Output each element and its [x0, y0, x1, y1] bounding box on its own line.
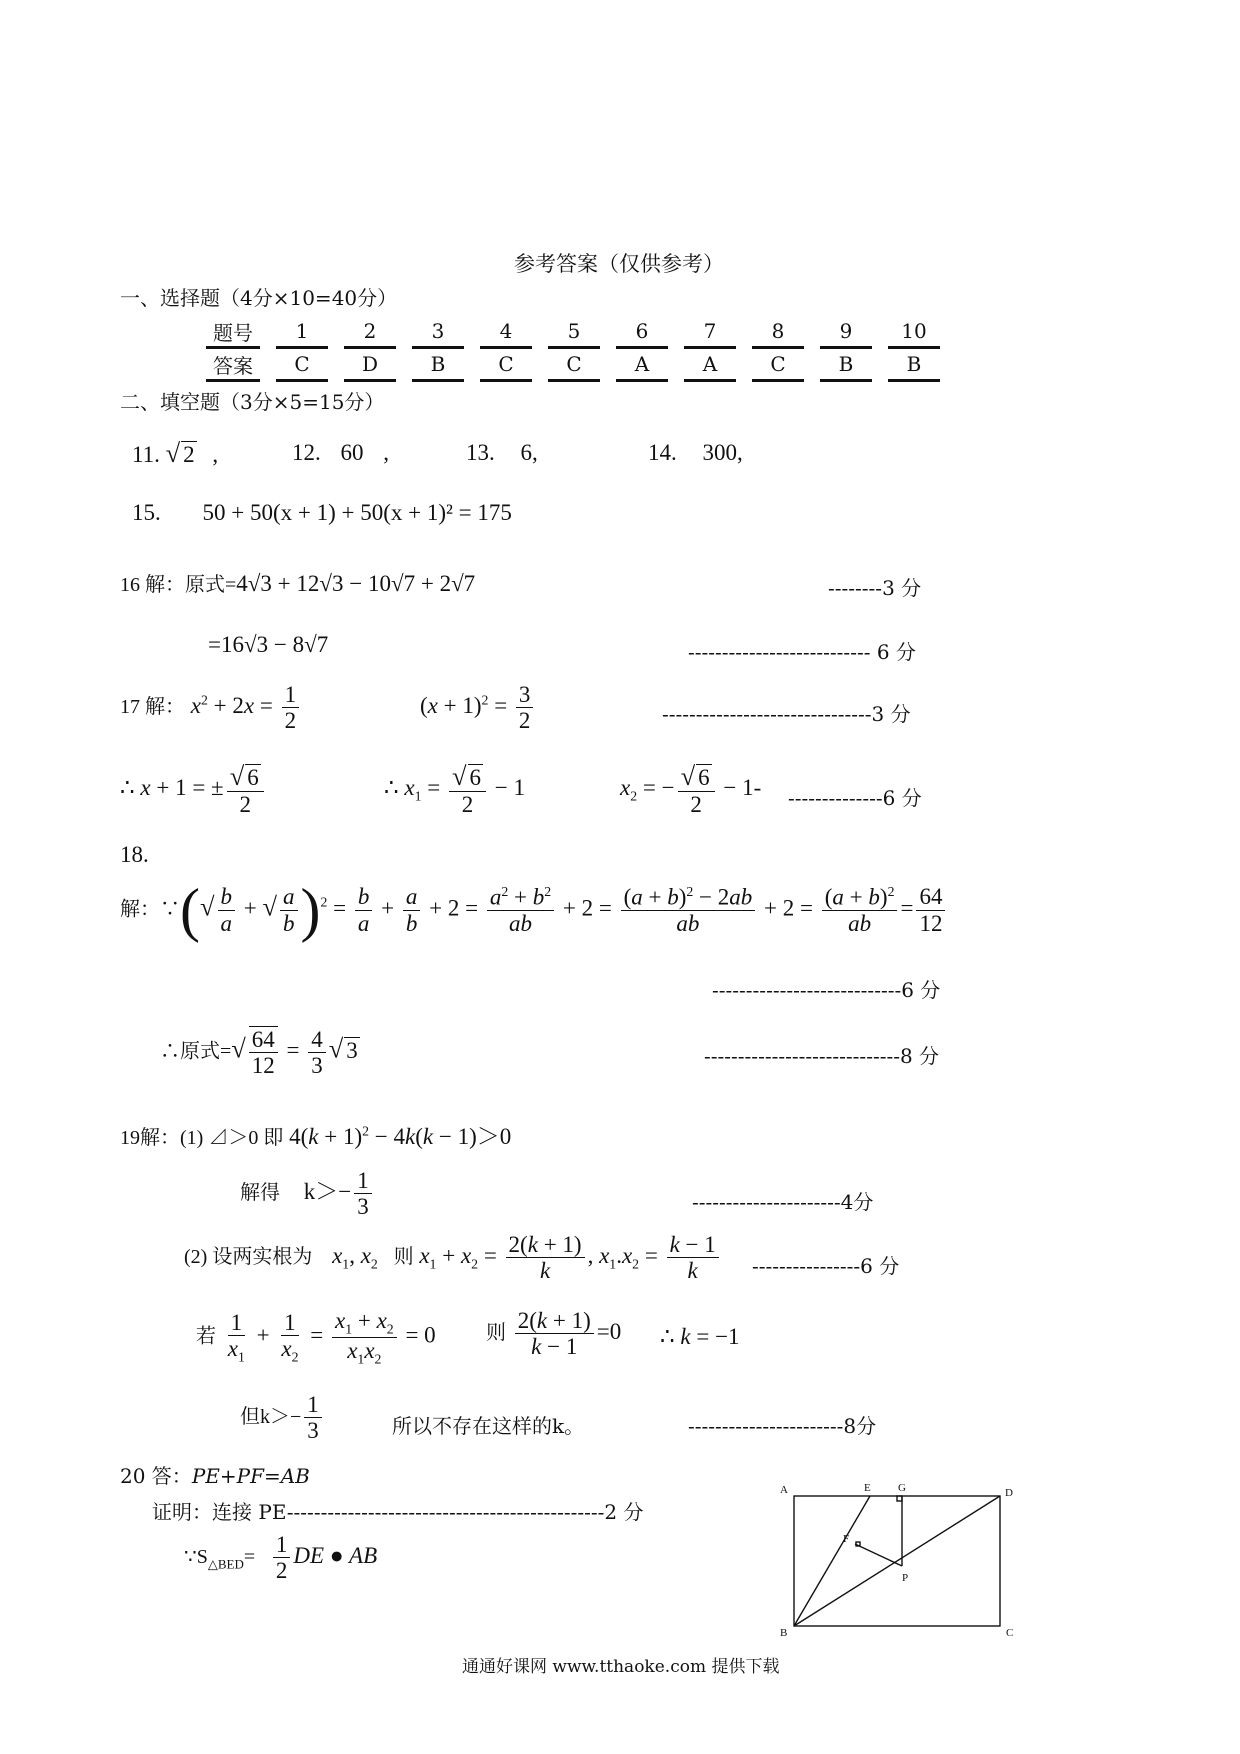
q17-score1: -------------------------------3 分	[662, 702, 911, 726]
table-cell: B	[888, 349, 940, 382]
q19-score1: ----------------------4分	[692, 1190, 874, 1214]
table-cell: 5	[548, 316, 600, 349]
table-cell: 3	[412, 316, 464, 349]
table-cell: C	[480, 349, 532, 382]
q16-score1: --------3 分	[828, 576, 922, 600]
answer-12: 12. 60 ,	[292, 440, 389, 465]
q18-line1: 解：∵(√ $\frac{b}{a}$ + √ $\frac{a}{b}$ )$^2$ = $\frac{b}{a}$ + $\frac{a}{b}$ + 2 = $\frac{a^2 + b^2}{ab}$ + 2 = $\frac{(a + b)^2 - 2ab}{ab}$ + 2 = $\frac{(a + b)^2}{ab}$ = $\frac{64}{12}$	[120, 880, 948, 940]
table-cell: 8	[752, 316, 804, 349]
q18-label: 18.	[120, 842, 149, 867]
q20-line1: 20 答：PE+PF=AB	[120, 1464, 310, 1488]
row-label-number: 题号	[206, 316, 260, 349]
q19-part2: (2) 设两实根为 $x_1$, $x_2$ 则 $x_1 + x_2$ = $\frac{2(k + 1)}{k}$ , $x_1.x_2$ = $\frac{k - 1}{k}$	[184, 1232, 722, 1284]
answer-14: 14. 300,	[648, 440, 743, 465]
q17-x2: $x_2$ = − $\frac{√ 6}{2}$ − 1-	[620, 761, 762, 818]
table-cell: C	[752, 349, 804, 382]
page-title: 参考答案（仅供参考）	[514, 252, 724, 276]
right-angle-f	[856, 1542, 860, 1546]
q19-then: 则 $\frac{2(k + 1)}{k - 1}$ =0	[486, 1308, 622, 1360]
table-cell: 1	[276, 316, 328, 349]
segment-be	[794, 1496, 870, 1626]
q20-area: $\because S_{\triangle BED}=$ $\frac{1}{2}$ DE ● AB	[184, 1532, 378, 1584]
table-cell: 10	[888, 316, 940, 349]
answer-13: 13. 6,	[466, 440, 538, 465]
answer-table	[190, 316, 956, 382]
table-cell: B	[412, 349, 464, 382]
q17-x1: ∴ $x_1$ = $\frac{√ 6}{2}$ − 1	[384, 761, 525, 818]
q17-line2: ∴ x + 1 = ± $\frac{√ 6}{2}$	[120, 762, 267, 817]
section2-heading: 二、填空题（3分×5=15分）	[120, 390, 385, 414]
table-cell: D	[344, 349, 396, 382]
q19-jiede: 解得 k＞− $\frac{1}{3}$	[240, 1168, 375, 1220]
answer-15: 15. 50 + 50(x + 1) + 50(x + 1)² = 175	[132, 500, 512, 525]
table-cell: 9	[820, 316, 872, 349]
q19-score2: ----------------6 分	[752, 1254, 900, 1278]
label-e: E	[864, 1482, 871, 1494]
q18-line2: ∴原式=√ $\frac{64}{12}$ = $\frac{4}{3}$ √ 3	[160, 1026, 358, 1079]
q18-score1: ----------------------------6 分	[712, 978, 941, 1002]
table-cell: A	[684, 349, 736, 382]
q20-proof: 证明：连接 PE-----------------------------------------------2 分	[152, 1500, 644, 1524]
label-p: P	[902, 1572, 909, 1584]
label-c: C	[1006, 1627, 1014, 1636]
q17-score2: --------------6 分	[788, 786, 922, 810]
table-row-numbers	[206, 316, 940, 349]
label-b: B	[780, 1627, 788, 1636]
table-cell: B	[820, 349, 872, 382]
table-cell: 4	[480, 316, 532, 349]
page-footer: 通通好课网 www.tthaoke.com 提供下载	[462, 1657, 780, 1677]
q19-but: 但k＞− $\frac{1}{3}$	[240, 1392, 325, 1444]
q16-line2: =16√3 − 8√7	[208, 632, 329, 657]
table-cell: 7	[684, 316, 736, 349]
row-label-answer: 答案	[206, 349, 260, 382]
q18-score2: -----------------------------8 分	[704, 1044, 940, 1068]
label-g: G	[898, 1482, 906, 1494]
table-cell: C	[548, 349, 600, 382]
segment-pf	[855, 1544, 902, 1566]
q19-conclusion: 所以不存在这样的k。	[392, 1414, 585, 1438]
q19-score3: -----------------------8分	[688, 1414, 877, 1438]
q17-line1: 17 解： $x^2 + 2x$ = $\frac{1}{2}$	[120, 682, 302, 734]
q19-if: 若 $\frac{1}{x_1}$ + $\frac{1}{x_2}$ = $\frac{x_1 + x_2}{x_1x_2}$ = 0	[196, 1308, 436, 1367]
q19-therefore: ∴ k = −1	[660, 1324, 740, 1349]
label-a: A	[780, 1484, 788, 1496]
label-f: F	[843, 1533, 850, 1545]
label-d: D	[1005, 1487, 1013, 1499]
table-cell: 6	[616, 316, 668, 349]
q16-line1: 16 解：原式=4√3 + 12√3 − 10√7 + 2√7	[120, 571, 476, 596]
geometry-figure	[776, 1476, 1026, 1636]
section1-heading: 一、选择题（4分×10=40分）	[120, 286, 398, 310]
diagonal-bd	[794, 1496, 1000, 1626]
q16-score2: --------------------------- 6 分	[688, 640, 916, 664]
table-cell: C	[276, 349, 328, 382]
q17-eq2: $(x + 1)^2$ = $\frac{3}{2}$	[420, 682, 536, 734]
answer-11: 11. √ 2 ,	[132, 438, 219, 468]
q19-line1: 19解：(1) ⊿＞0 即 $4(k + 1)^2 - 4k(k - 1)>0$	[120, 1123, 512, 1149]
table-cell: 2	[344, 316, 396, 349]
right-angle-g	[897, 1496, 902, 1501]
table-row-answers	[206, 349, 940, 382]
table-cell: A	[616, 349, 668, 382]
